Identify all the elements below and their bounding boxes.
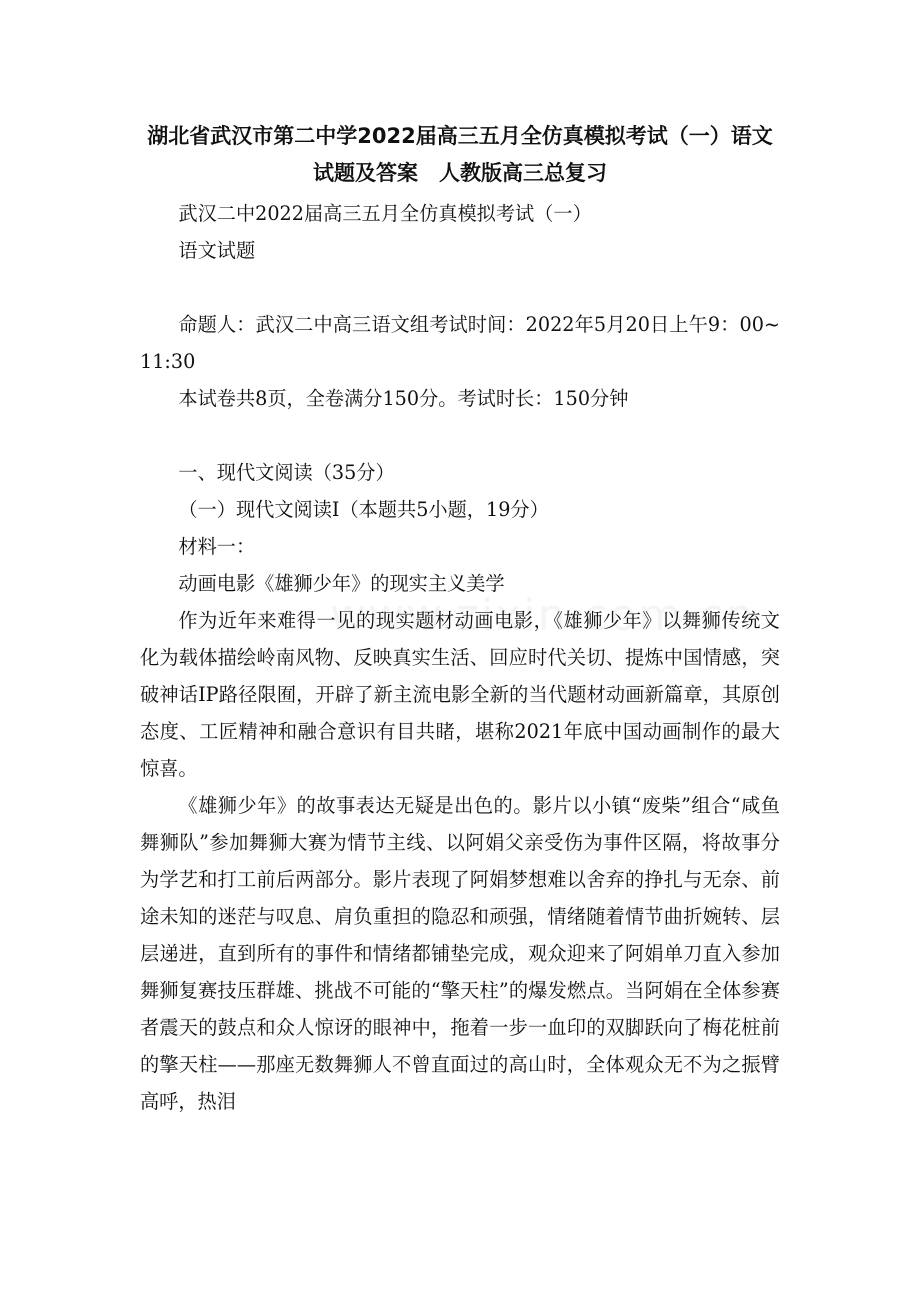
spacer	[140, 269, 780, 306]
section-heading: 一、现代文阅读（35分）	[178, 461, 395, 484]
spacer	[140, 417, 780, 454]
document-title-line-2: 试题及答案 人教版高三总复习	[313, 161, 607, 185]
document-body	[140, 195, 780, 1120]
exam-name: 武汉二中2022届高三五月全仿真模拟考试（一）	[178, 202, 592, 225]
material-label: 材料一：	[178, 535, 256, 558]
article-paragraph-2: 《雄狮少年》的故事表达无疑是出色的。影片以小镇“废柴”组合“咸鱼舞狮队”参加舞狮大赛为情节主线、以阿娟父亲受伤为事件区隔，将故事分为学艺和打工前后两部分。影片表现了阿娟梦想难以舍弃的挣扎与无奈、前途未知的迷茫与叹息、肩负重担的隐忍和顽强，情绪随着情节曲折婉转、层层递进，直到所有的事件和情绪都铺垫完成，观众迎来了阿娟单刀直入参加舞狮复赛技压群雄、挑战不可能的“擎天柱”的爆发燃点。当阿娟在全体参赛者震天的鼓点和众人惊讶的眼神中，拖着一步一血印的双脚跃向了梅花桩前的擎天柱——那座无数舞狮人不曾直面过的高山时，全体观众无不为之振臂高呼，热泪	[140, 794, 780, 1113]
subsection-heading: （一）现代文阅读Ⅰ（本题共5小题，19分）	[178, 498, 549, 521]
subject-label: 语文试题	[178, 239, 256, 262]
document-title-line-1: 湖北省武汉市第二中学2022届高三五月全仿真模拟考试（一）语文	[147, 124, 773, 148]
exam-pages-score: 本试卷共8页，全卷满分150分。考试时长：150分钟	[178, 387, 629, 410]
exam-author-time: 命题人：武汉二中高三语文组考试时间：2022年5月20日上午9：00~11:30	[140, 313, 780, 373]
article-title: 动画电影《雄狮少年》的现实主义美学	[178, 572, 505, 595]
article-paragraph-1: 作为近年来难得一见的现实题材动画电影，《雄狮少年》以舞狮传统文化为载体描绘岭南风物、反映真实生活、回应时代关切、提炼中国情感，突破神话IP路径限囿，开辟了新主流电影全新的当代题材动画新篇章，其原创态度、工匠精神和融合意识有目共睹，堪称2021年底中国动画制作的最大惊喜。	[140, 609, 780, 780]
document-title	[140, 118, 780, 192]
